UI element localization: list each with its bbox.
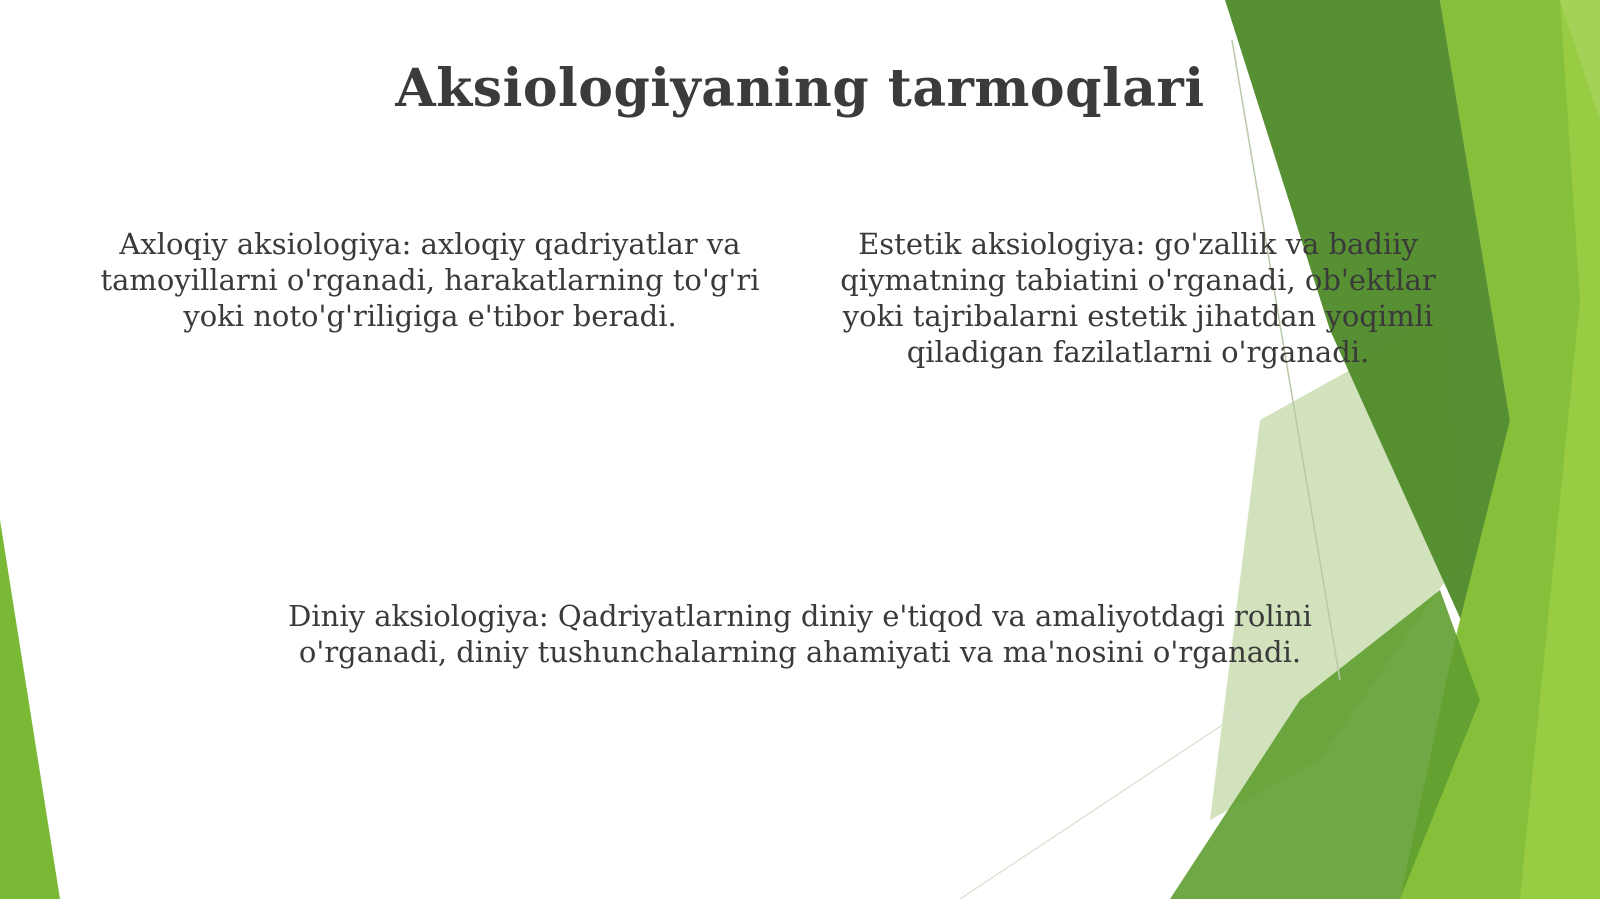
text-block-aesthetic-axiology: Estetik aksiologiya: go'zallik va badiiy qiymatning tabiatini o'rganadi, ob'ektlar yoki tajribalarni estetik jihatdan yoqimli qiladigan fazilatlarni o'rganadi. [840,227,1436,369]
text-block-religious-axiology: Diniy aksiologiya: Qadriyatlarning diniy e'tiqod va amaliyotdagi rolini o'rganadi, diniy tushunchalarning ahamiyati va ma'nosini o'rganadi. [288,599,1312,669]
slide-title: Aksiologiyaning tarmoqlari [395,58,1205,119]
text-block-ethical-axiology: Axloqiy aksiologiya: axloqiy qadriyatlar va tamoyillarni o'rganadi, harakatlarning to'g'ri yoki noto'g'riligiga e'tibor beradi. [100,227,760,333]
left-green-wedge [0,520,60,899]
